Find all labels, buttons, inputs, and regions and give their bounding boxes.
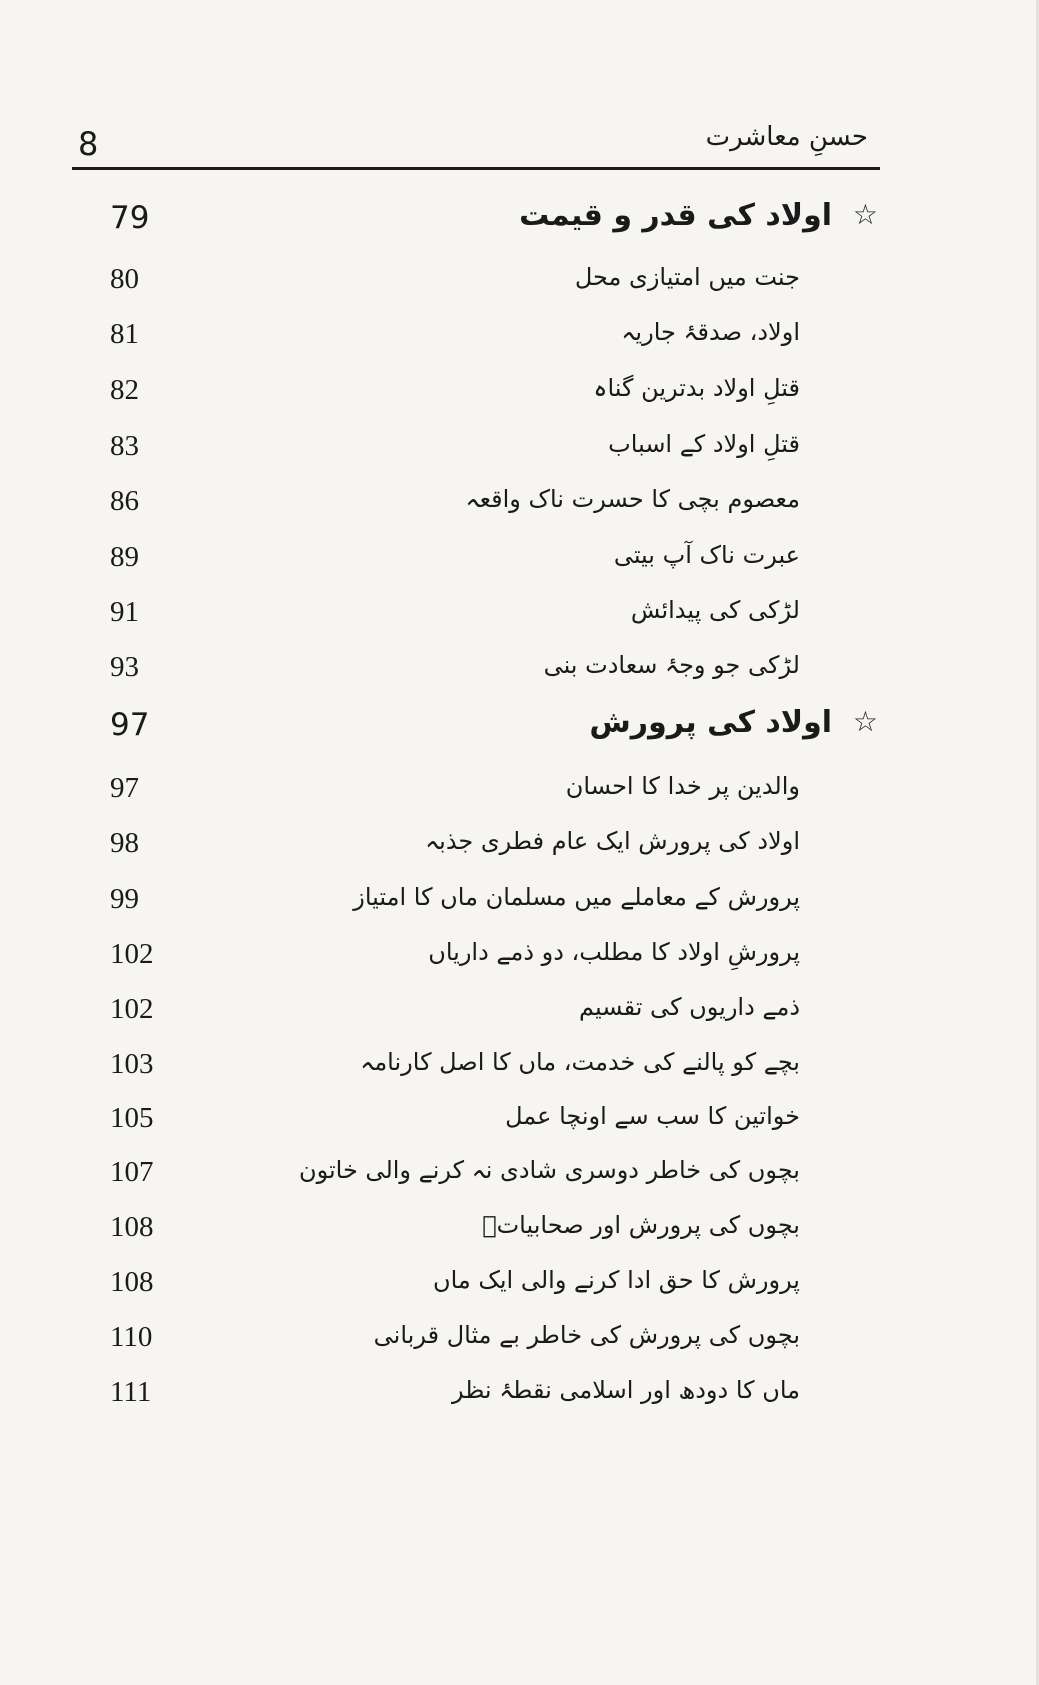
- toc-entry-title: والدین پر خدا کا احسان: [565, 772, 800, 800]
- toc-entry-title: بچے کو پالنے کی خدمت، ماں کا اصل کارنامہ: [360, 1048, 800, 1076]
- toc-entry: [72, 875, 880, 925]
- toc-entry: [72, 643, 880, 693]
- toc-entry-title: پرورش کے معاملے میں مسلمان ماں کا امتیاز: [353, 883, 800, 911]
- star-icon: ☆: [852, 198, 878, 231]
- toc-entry: [72, 764, 880, 814]
- toc-page-number: 86: [110, 485, 139, 517]
- toc-page-number: 93: [110, 651, 139, 683]
- toc-entry-title: اولاد کی پرورش: [589, 705, 832, 740]
- toc-entry: [72, 533, 880, 583]
- toc-entry-title: بچوں کی پرورش کی خاطر بے مثال قربانی: [373, 1321, 800, 1349]
- toc-entry-title: پرورشِ اولاد کا مطلب، دو ذمے داریاں: [428, 938, 800, 966]
- page-header: [72, 110, 880, 170]
- toc-page-number: 110: [110, 1321, 153, 1353]
- toc-entry: [72, 255, 880, 305]
- toc-section-heading: [72, 195, 880, 245]
- toc-page-number: 97: [110, 707, 150, 743]
- toc-entry-title: معصوم بچی کا حسرت ناک واقعہ: [465, 485, 800, 513]
- toc-entry-title: قتلِ اولاد بدترین گناہ: [593, 374, 800, 402]
- toc-page-number: 97: [110, 772, 139, 804]
- toc-page-number: 102: [110, 938, 154, 970]
- toc-entry: [72, 1258, 880, 1308]
- toc-entry: [72, 930, 880, 980]
- toc-entry-title: قتلِ اولاد کے اسباب: [608, 430, 800, 458]
- toc-entry: [72, 477, 880, 527]
- toc-page-number: 103: [110, 1048, 154, 1080]
- toc-page-number: 81: [110, 318, 139, 350]
- star-icon: ☆: [852, 705, 878, 738]
- toc-page-number: 108: [110, 1211, 154, 1243]
- toc-section-heading: [72, 702, 880, 752]
- toc-entry: [72, 1313, 880, 1363]
- toc-entry: [72, 366, 880, 416]
- toc-entry: [72, 1148, 880, 1198]
- toc-entry: [72, 310, 880, 360]
- toc-entry: [72, 985, 880, 1035]
- toc-entry: [72, 1040, 880, 1090]
- page-number: 8: [78, 125, 99, 163]
- toc-entry-title: پرورش کا حق ادا کرنے والی ایک ماں: [432, 1266, 800, 1294]
- toc-page-number: 82: [110, 374, 139, 406]
- toc-entry-title: بچوں کی پرورش اور صحابیاتؓ: [482, 1211, 800, 1239]
- toc-entry-title: اولاد کی قدر و قیمت: [519, 198, 832, 233]
- toc-page-number: 89: [110, 541, 139, 573]
- toc-page-number: 98: [110, 827, 139, 859]
- toc-entry: [72, 1094, 880, 1144]
- toc-entry-title: بچوں کی خاطر دوسری شادی نہ کرنے والی خاتون: [298, 1156, 800, 1184]
- toc-entry-title: اولاد کی پرورش ایک عام فطری جذبہ: [425, 827, 800, 855]
- toc-page-number: 108: [110, 1266, 154, 1298]
- toc-page-number: 102: [110, 993, 154, 1025]
- toc-page-number: 99: [110, 883, 139, 915]
- toc-page-number: 111: [110, 1376, 152, 1408]
- toc-entry-title: اولاد، صدقۂ جاریہ: [621, 318, 800, 346]
- toc-entry-title: جنت میں امتیازی محل: [574, 263, 800, 291]
- toc-entry-title: لڑکی کی پیدائش: [630, 596, 800, 624]
- toc-entry: [72, 588, 880, 638]
- toc-entry-title: لڑکی جو وجۂ سعادت بنی: [543, 651, 800, 679]
- toc-entry-title: ذمے داریوں کی تقسیم: [578, 993, 800, 1021]
- toc-entry-title: خواتین کا سب سے اونچا عمل: [505, 1102, 800, 1130]
- toc-entry-title: ماں کا دودھ اور اسلامی نقطۂ نظر: [451, 1376, 800, 1404]
- toc-page-number: 105: [110, 1102, 154, 1134]
- toc-entry-title: عبرت ناک آپ بیتی: [613, 541, 800, 569]
- toc-entry: [72, 1203, 880, 1253]
- running-title: حسنِ معاشرت: [705, 122, 868, 152]
- toc-page-number: 83: [110, 430, 139, 462]
- toc-entry: [72, 819, 880, 869]
- toc-page-number: 80: [110, 263, 139, 295]
- toc-entry: [72, 422, 880, 472]
- toc-entry: [72, 1368, 880, 1418]
- toc-page-number: 91: [110, 596, 139, 628]
- header-rule: [72, 167, 880, 170]
- toc-page-number: 79: [110, 200, 150, 236]
- toc-page-number: 107: [110, 1156, 154, 1188]
